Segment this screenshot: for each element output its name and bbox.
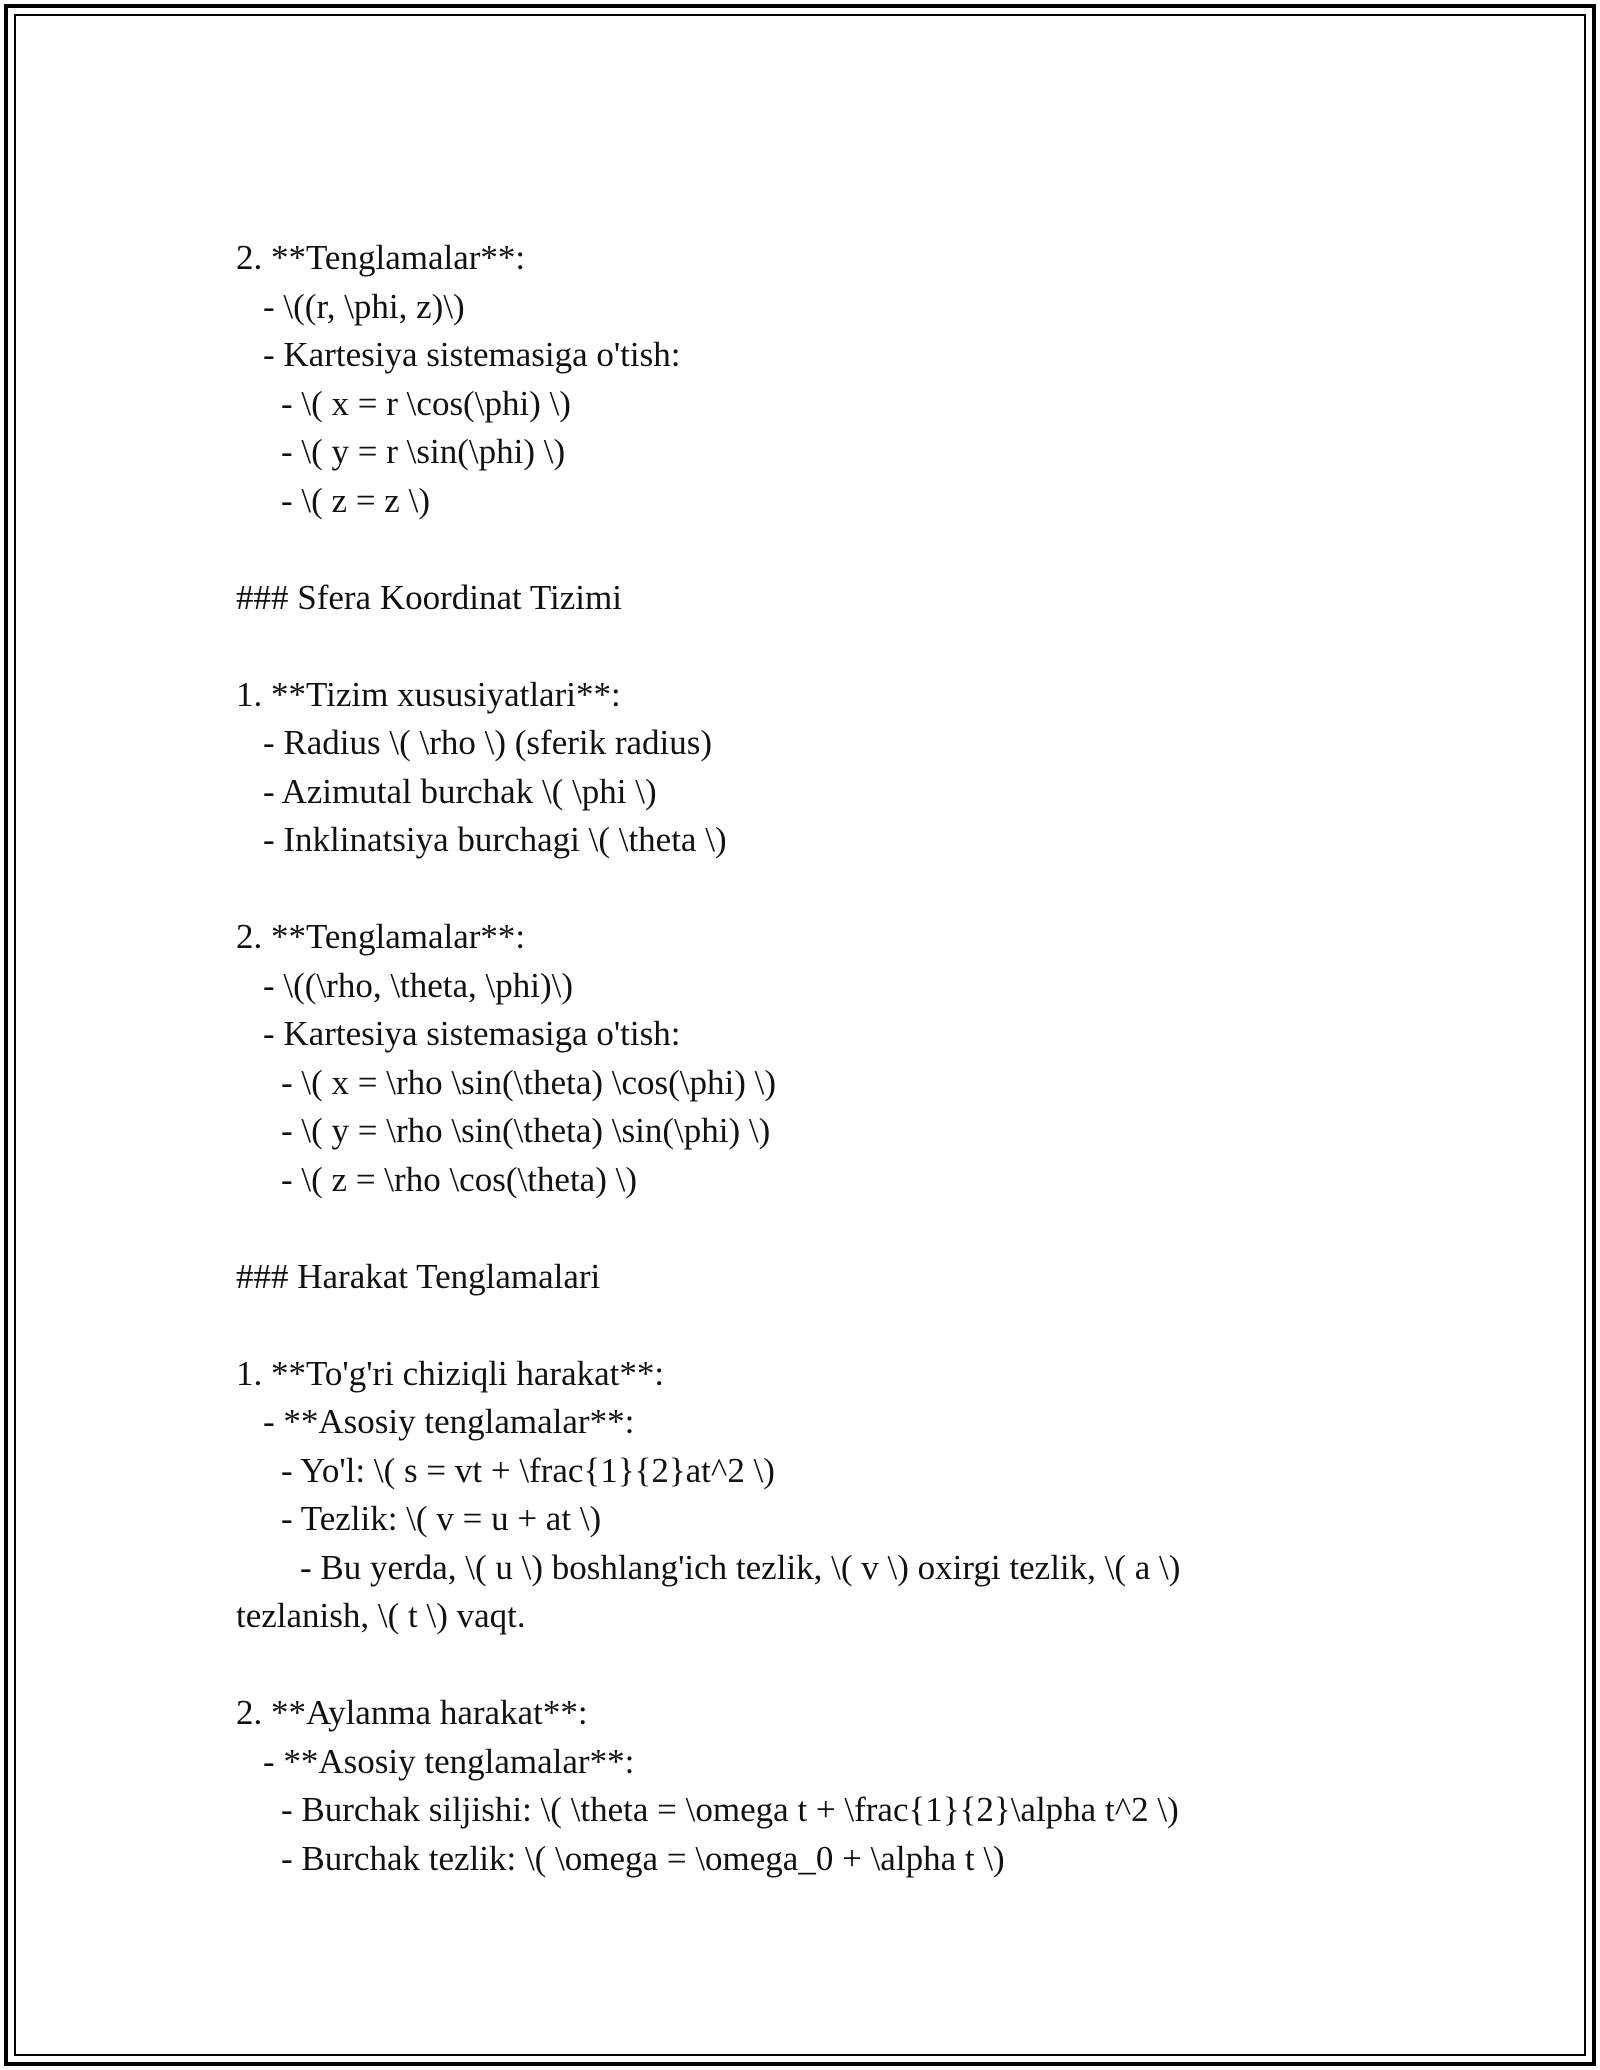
list-item: - \( x = \rho \sin(\theta) \cos(\phi) \) xyxy=(281,1062,777,1102)
list-item-heading: 2. **Tenglamalar**: xyxy=(236,238,526,277)
list-item: - \( z = \rho \cos(\theta) \) xyxy=(281,1159,637,1199)
list-item: - Burchak tezlik: \( \omega = \omega_0 + \alpha t \) xyxy=(281,1838,1005,1878)
list-item: - Radius \( \rho \) (sferik radius) xyxy=(263,723,713,762)
blank-line xyxy=(236,622,1336,671)
list-item: - Kartesiya sistemasiga o'tish: xyxy=(263,335,681,374)
list-item: - \( y = \rho \sin(\theta) \sin(\phi) \) xyxy=(281,1111,771,1150)
list-item: - Bu yerda, \( u \) boshlang'ich tezlik, \( v \) oxirgi tezlik, \( a \) xyxy=(300,1547,1181,1587)
list-item: - Inklinatsiya burchagi \( \theta \) xyxy=(263,820,727,859)
list-item: - \( z = z \) xyxy=(281,480,430,520)
list-item: - \((r, \phi, z)\) xyxy=(263,286,465,326)
list-item-heading: 2. **Aylanma harakat**: xyxy=(236,1693,588,1732)
list-item-heading: 1. **Tizim xususiyatlari**: xyxy=(236,674,621,714)
blank-line xyxy=(236,1641,1336,1690)
blank-line xyxy=(236,525,1336,574)
list-item: - \( y = r \sin(\phi) \) xyxy=(281,432,566,471)
list-item: - Yo'l: \( s = vt + \frac{1}{2}at^2 \) xyxy=(281,1450,775,1490)
list-item: - **Asosiy tenglamalar**: xyxy=(263,1741,635,1781)
list-item: - **Asosiy tenglamalar**: xyxy=(263,1402,635,1441)
section-heading: ### Harakat Tenglamalari xyxy=(236,1256,601,1296)
list-item: - Burchak siljishi: \( \theta = \omega t + \frac{1}{2}\alpha t^2 \) xyxy=(281,1790,1179,1829)
list-item: - \( x = r \cos(\phi) \) xyxy=(281,383,571,423)
list-item-continuation: tezlanish, \( t \) vaqt. xyxy=(236,1596,526,1635)
list-item: - Azimutal burchak \( \phi \) xyxy=(263,771,657,811)
document-body xyxy=(236,234,1336,1883)
list-item: - Tezlik: \( v = u + at \) xyxy=(281,1499,602,1538)
blank-line xyxy=(236,1204,1336,1253)
blank-line xyxy=(236,865,1336,914)
section-heading: ### Sfera Koordinat Tizimi xyxy=(236,577,622,617)
blank-line xyxy=(236,1301,1336,1350)
list-item: - Kartesiya sistemasiga o'tish: xyxy=(263,1014,681,1053)
list-item: - \((\rho, \theta, \phi)\) xyxy=(263,965,574,1005)
list-item-heading: 2. **Tenglamalar**: xyxy=(236,917,526,956)
list-item-heading: 1. **To'g'ri chiziqli harakat**: xyxy=(236,1353,665,1393)
